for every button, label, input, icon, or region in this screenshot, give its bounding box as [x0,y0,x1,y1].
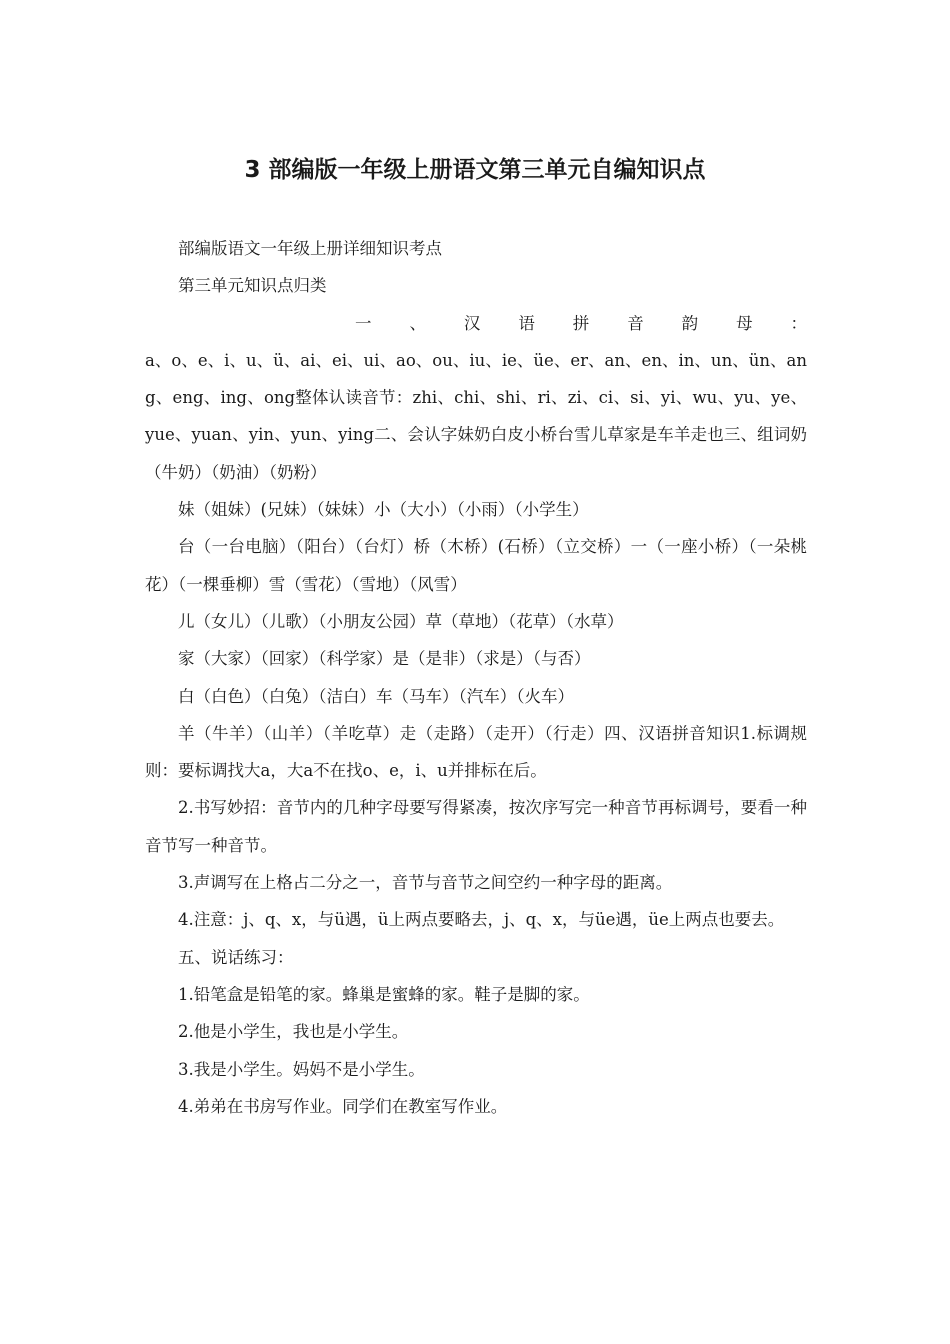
paragraph-speaking-3: 3.我是小学生。妈妈不是小学生。 [178,1059,425,1079]
paragraph-subtitle: 部编版语文一年级上册详细知识考点 [178,239,442,258]
page-title: 3 部编版一年级上册语文第三单元自编知识点 [244,157,706,183]
paragraph-words-bai: 白（白色）（白兔）（洁白）车（马车）（汽车）（火车） [178,686,574,706]
paragraph-words-tai: 台（一台电脑）（阳台）（台灯）桥（木桥）(石桥）（立交桥）一（一座小桥）（一朵桃花）（一棵垂柳）雪（雪花）（雪地）（风雪） [145,537,807,594]
paragraph-section-one-heading: 一、汉语拼音韵母： [355,313,807,333]
paragraph-tip-tone: 3.声调写在上格占二分之一，音节与音节之间空约一种字母的距离。 [178,873,673,893]
paragraph-words-yang: 羊（牛羊）（山羊）（羊吃草）走（走路）（走开）（行走）四、汉语拼音知识1.标调规则：要标调找大a，大a不在找o、e，i、u并排标在后。 [145,723,807,781]
paragraph-speaking-4: 4.弟弟在书房写作业。同学们在教室写作业。 [178,1096,508,1116]
paragraph-speaking-1: 1.铅笔盒是铅笔的家。蜂巢是蜜蜂的家。鞋子是脚的家。 [178,984,590,1004]
paragraph-tip-writing: 2.书写妙招：音节内的几种字母要写得紧凑，按次序写完一种音节再标调号，要看一种音节写一种音节。 [145,798,807,855]
paragraph-unit-heading: 第三单元知识点归类 [178,276,327,296]
paragraph-tip-jqx: 4.注意：j、q、x，与ü遇，ü上两点要略去，j、q、x，与üe遇，üe上两点也要去。 [178,910,785,930]
paragraph-section-five-heading: 五、说话练习： [178,947,294,967]
paragraph-pinyin-finals: a、o、e、i、u、ü、ai、ei、ui、ao、ou、iu、ie、üe、er、an、en、in、un、ün、ang、eng、ing、ong整体认读音节：zhi、chi、shi、ri、zi、ci、si、yi、wu、yu、ye、yue、yuan、yin、yun、ying二、会认字妹奶白皮小桥台雪儿草家是车羊走也三、组词奶（牛奶）（奶油）（奶粉） [145,350,807,482]
paragraph-speaking-2: 2.他是小学生，我也是小学生。 [178,1022,409,1042]
paragraph-words-er: 儿（女儿）（儿歌）（小朋友公园）草（草地）（花草）（水草） [178,611,624,631]
document-body [145,230,807,1125]
paragraph-words-jia: 家（大家）（回家）（科学家）是（是非）（求是）（与否） [178,649,591,669]
paragraph-words-mei: 妹（姐妹）(兄妹）（妹妹）小（大小）（小雨）（小学生） [178,500,589,520]
